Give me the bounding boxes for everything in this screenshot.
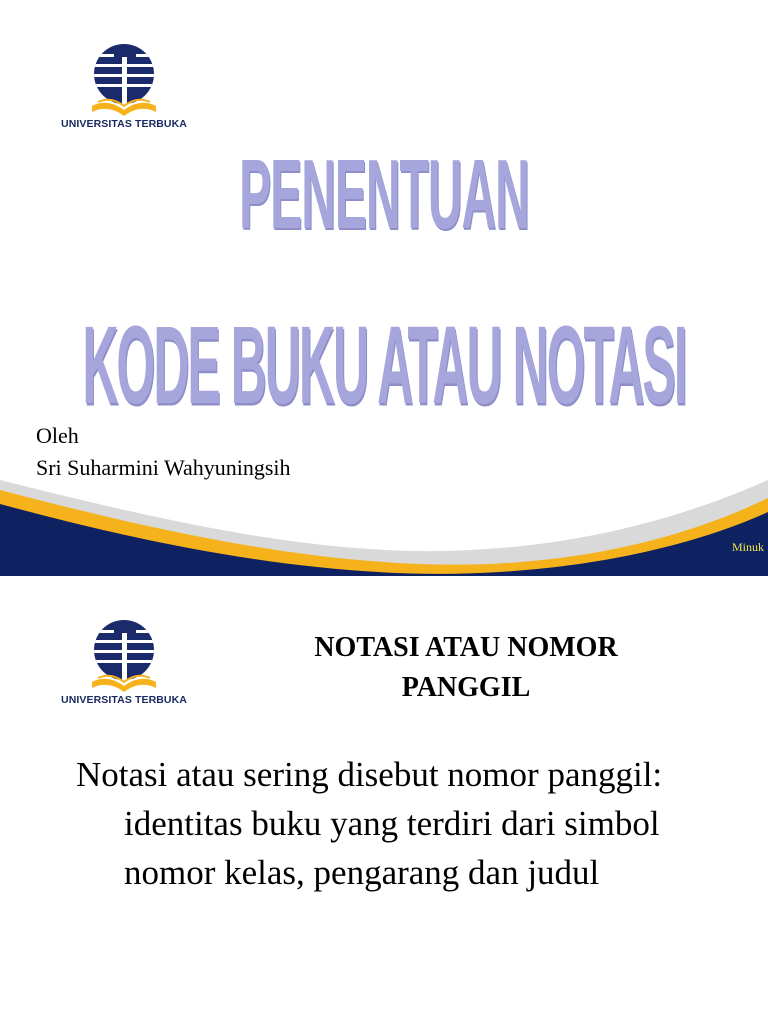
university-emblem-icon [54,616,194,704]
logo-text: UNIVERSITAS TERBUKA [61,694,187,706]
universitas-terbuka-logo [54,40,194,128]
body-paragraph: Notasi atau sering disebut nomor panggil: identitas buku yang terdiri dari simbol nomor kelas, pengarang dan judul [76,755,663,892]
title-line-2: KODE BUKU ATAU NOTASI [82,304,686,428]
logo-text: UNIVERSITAS TERBUKA [61,118,187,130]
title-line-1: PENENTUAN [239,142,529,251]
author-name: Sri Suharmini Wahyuningsih [36,455,291,480]
slide-title: NOTASI ATAU NOMOR PANGGIL [314,632,618,703]
content-slide [0,578,768,1024]
universitas-terbuka-logo [54,616,194,704]
university-emblem-icon [54,40,194,128]
byline-label: Oleh [36,423,79,448]
footer-note: Minuk [732,540,765,554]
